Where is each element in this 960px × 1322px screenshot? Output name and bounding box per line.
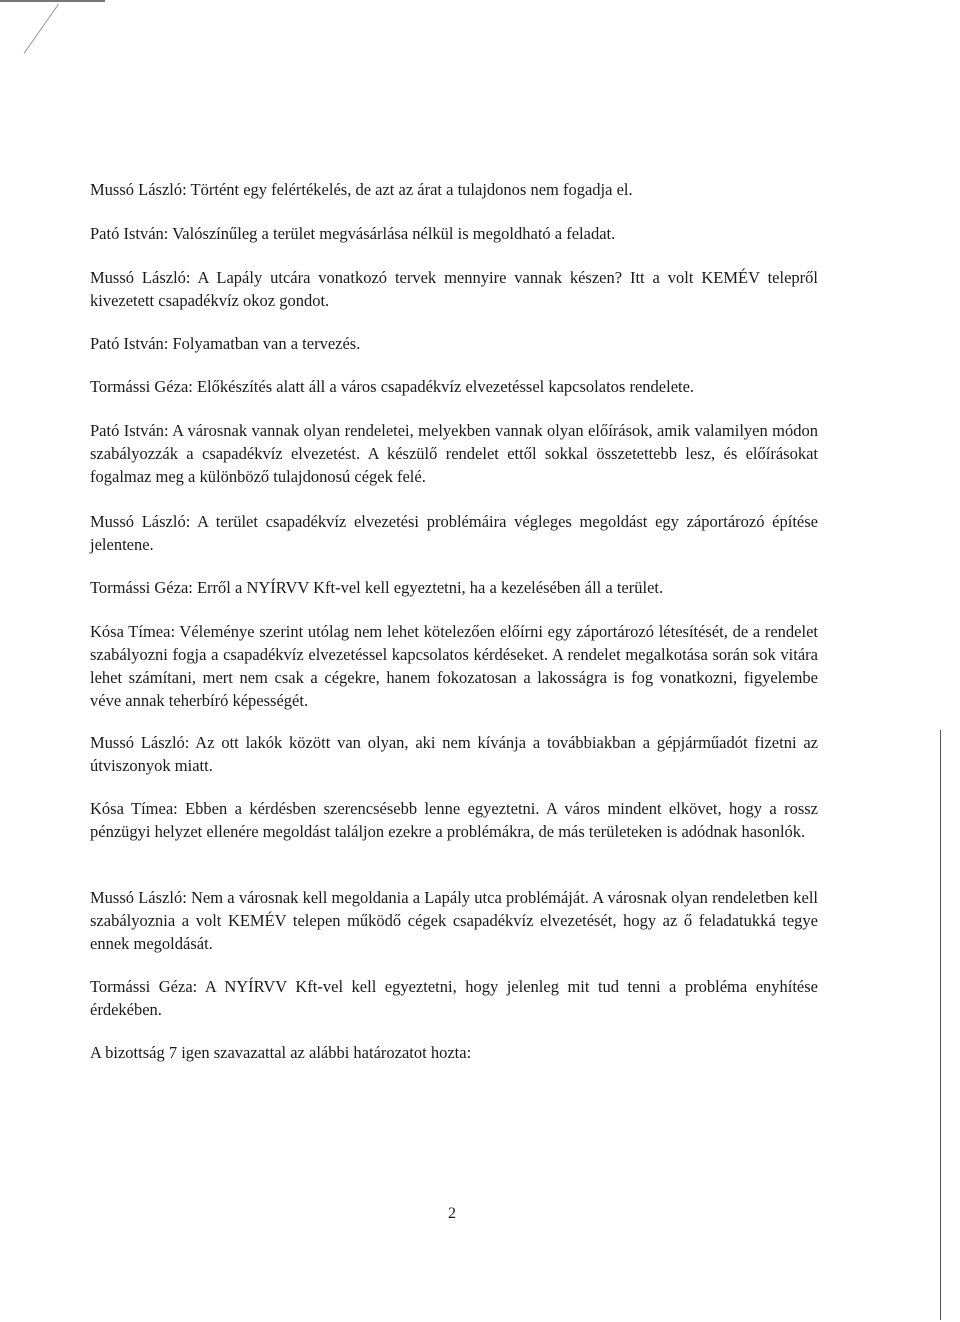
paragraph-8: Tormássi Géza: Erről a NYÍRVV Kft-vel kell egyeztetni, ha a kezelésében áll a terület. bbox=[90, 578, 664, 597]
paragraph-9: Kósa Tímea: Véleménye szerint utólag nem lehet kötelezően előírni egy záportározó létesítését, de a rendelet szabályozni fogja a csapadékvíz elvezetéssel kapcsolatos kérdéseket. A rendelet megalkotása során sok vitára lehet számítani, mert nem csak a cégekre, hanem fokozatosan a lakosságra is fog vonatkozni, figyelembe véve annak teherbíró képességét. bbox=[90, 622, 818, 710]
paragraph-3: Mussó László: A Lapály utcára vonatkozó tervek mennyire vannak készen? Itt a volt KEMÉV telepről kivezetett csapadékvíz okoz gondot. bbox=[90, 268, 818, 310]
paragraph-7: Mussó László: A terület csapadékvíz elvezetési problémáira végleges megoldást egy záportározó építése jelentene. bbox=[90, 512, 818, 554]
paragraph-6: Pató István: A városnak vannak olyan rendeletei, melyekben vannak olyan előírások, amik valamilyen módon szabályozzák a csapadékvíz elvezetést. A készülő rendelet ettől sokkal összetettebb lesz, és előírásokat fogalmaz meg a különböző tulajdonosú cégek felé. bbox=[90, 421, 818, 486]
paragraph-4: Pató István: Folyamatban van a tervezés. bbox=[90, 334, 361, 353]
paragraph-12: Mussó László: Nem a városnak kell megoldania a Lapály utca problémáját. A városnak olyan rendeletben kell szabályoznia a volt KEMÉV telepen működő cégek csapadékvíz elvezetését, hogy az ő feladatukká tegye ennek megoldását. bbox=[90, 888, 818, 953]
paragraph-1: Mussó László: Történt egy felértékelés, de azt az árat a tulajdonos nem fogadja el. bbox=[90, 180, 633, 199]
paragraph-14: A bizottság 7 igen szavazattal az alábbi határozatot hozta: bbox=[90, 1043, 472, 1062]
paragraph-10: Mussó László: Az ott lakók között van olyan, aki nem kívánja a továbbiakban a gépjárműadót fizetni az útviszonyok miatt. bbox=[90, 733, 818, 775]
paragraph-5: Tormássi Géza: Előkészítés alatt áll a város csapadékvíz elvezetéssel kapcsolatos rendelete. bbox=[90, 377, 695, 396]
scan-artifact-diagonal bbox=[24, 4, 59, 54]
paragraph-13: Tormássi Géza: A NYÍRVV Kft-vel kell egyeztetni, hogy jelenleg mit tud tenni a probléma enyhítése érdekében. bbox=[90, 977, 818, 1019]
scan-artifact-top-left bbox=[0, 0, 105, 2]
paragraph-2: Pató István: Valószínűleg a terület megvásárlása nélkül is megoldható a feladat. bbox=[90, 224, 616, 243]
scan-artifact-right-edge bbox=[940, 730, 941, 1320]
paragraph-11: Kósa Tímea: Ebben a kérdésben szerencsésebb lenne egyeztetni. A város mindent elkövet, hogy a rossz pénzügyi helyzet ellenére megoldást találjon ezekre a problémákra, de más területeken is adódnak hasonlók. bbox=[90, 799, 818, 841]
page-number: 2 bbox=[448, 1205, 456, 1222]
